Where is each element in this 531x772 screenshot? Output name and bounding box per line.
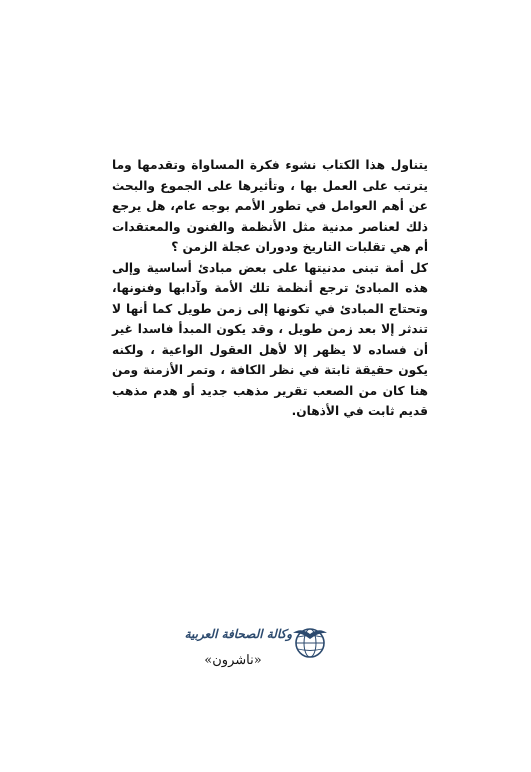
paragraph-2: كل أمة تبنى مدنيتها على بعض مبادئ أساسية وإلى هذه المبادئ ترجع أنظمة تلك الأمة وآدابها وفنونها، وتحتاج المبادئ في تكونها إلى زمن طويل كما أنها لا تندثر إلا بعد زمن طويل ، وقد يكون المبدأ فاسدا غير أن فساده لا يظهر إلا لأهل العقول الواعية ، ولكنه يكون حقيقة ثابتة في نظر الكافة ، وتمر الأزمنة ومن هنا كان من الصعب تقرير مذهب جديد أو هدم مذهب قديم ثابت في الأذهان. <box>112 260 428 418</box>
globe-eagle-logo-icon <box>292 624 328 660</box>
publisher-block <box>168 623 368 683</box>
paragraph-1: يتناول هذا الكتاب نشوء فكرة المساواة وتقدمها وما يترتب على العمل بها ، وتأثيرها على الجموع والبحث عن أهم العوامل في تطور الأمم بوجه عام، هل يرجع ذلك لعناصر مدنية مثل الأنظمة والفنون والمعتقدات أم هي تقلبات التاريخ ودوران عجلة الزمن ؟ <box>112 158 428 254</box>
publisher-subtitle: «ناشرون» <box>204 653 262 668</box>
body-text <box>112 155 428 422</box>
publisher-name: وكالة الصحافة العربية <box>184 627 292 641</box>
